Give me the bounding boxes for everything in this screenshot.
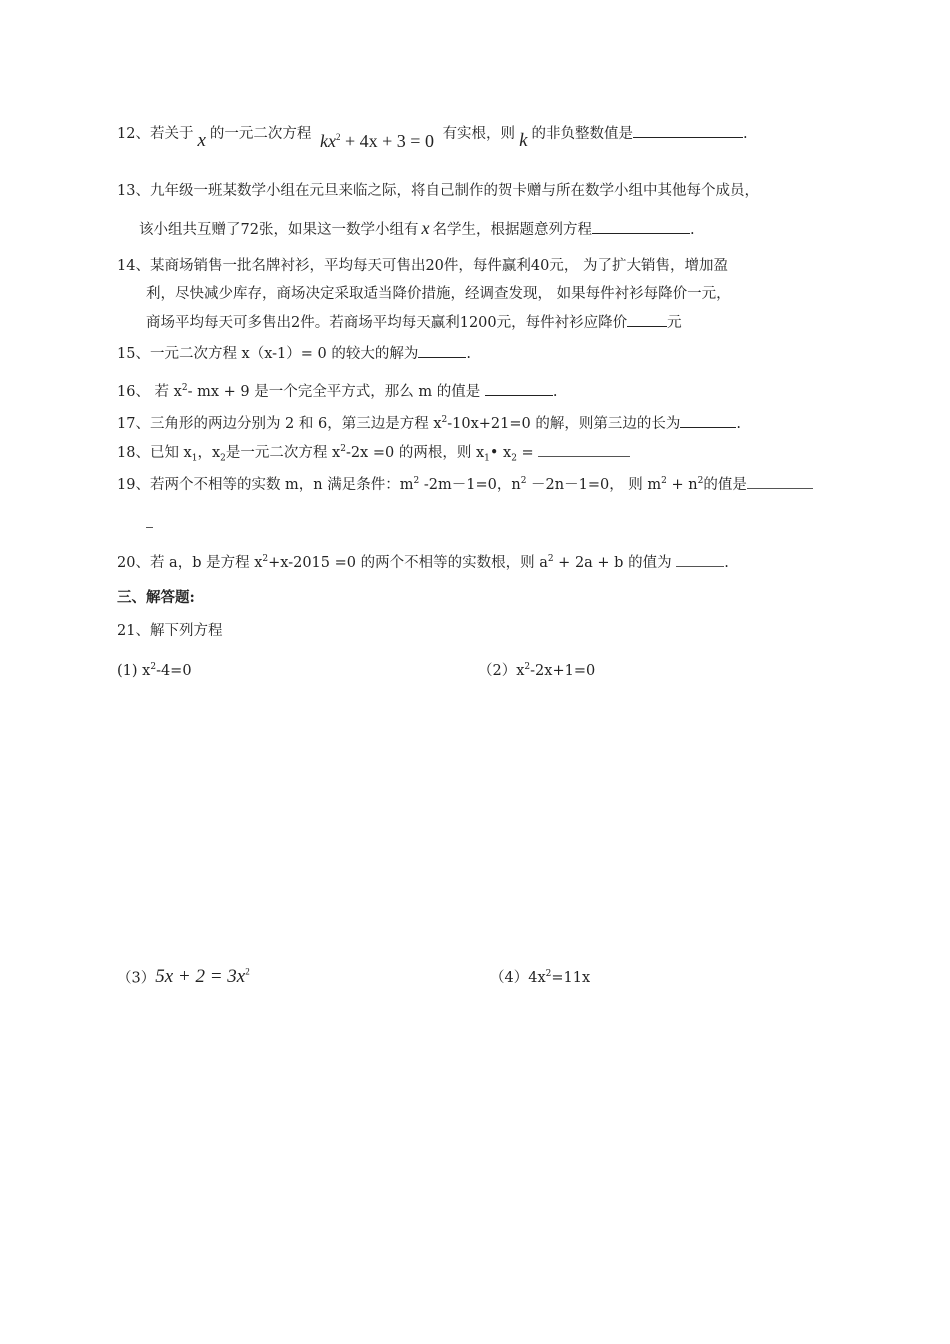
q12-equation bbox=[320, 131, 434, 151]
q21-p1-text-b: -4=0 bbox=[156, 662, 192, 679]
q20-end: . bbox=[724, 554, 729, 571]
q13-answer-blank[interactable] bbox=[592, 219, 690, 234]
q18-sub-1: 1 bbox=[191, 453, 198, 464]
q19-text-d: + n bbox=[666, 476, 698, 493]
q18-sup: 2 bbox=[340, 444, 346, 454]
q21-part-2 bbox=[478, 657, 595, 681]
q12-eq-sup: 2 bbox=[335, 132, 341, 142]
q19-text-b: -2m－1=0，n bbox=[419, 476, 521, 493]
q14-line-3b: 元 bbox=[667, 315, 682, 331]
q15-text: 15、一元二次方程 x（x-1）= 0 的较大的解为 bbox=[117, 346, 419, 362]
q12-var-x: x bbox=[197, 130, 206, 151]
q12-eq-k: kx bbox=[320, 131, 336, 151]
question-16 bbox=[117, 378, 557, 402]
q19-text-c: －2n－1=0， 则 m bbox=[526, 476, 662, 493]
question-18 bbox=[117, 439, 630, 469]
q19-text-a: 19、若两个不相等的实数 m，n 满足条件：m bbox=[117, 476, 414, 493]
q13-var-x: x bbox=[421, 218, 430, 238]
q19-text-e: 的值是 bbox=[703, 476, 747, 493]
q18-text-a: 18、已知 x bbox=[117, 444, 192, 461]
q12-answer-blank[interactable] bbox=[633, 123, 743, 138]
q12-eq-rest: + 4x + 3 = 0 bbox=[340, 131, 434, 151]
q18-text-b: ，x bbox=[197, 444, 221, 461]
q18-sub-4: 2 bbox=[511, 453, 517, 464]
q15-end: . bbox=[466, 346, 471, 362]
q18-answer-blank[interactable] bbox=[538, 442, 630, 457]
section-3-heading: 三、解答题: bbox=[117, 589, 195, 606]
q17-answer-blank[interactable] bbox=[680, 413, 736, 428]
q19-sup-4: 2 bbox=[697, 476, 704, 486]
question-14-line-1 bbox=[117, 256, 728, 276]
q16-answer-blank[interactable] bbox=[485, 381, 553, 396]
question-12 bbox=[117, 118, 748, 151]
q21-p2-sup: 2 bbox=[524, 662, 531, 672]
q12-text-c: 有实根，则 bbox=[442, 126, 516, 142]
q21-p3-equation bbox=[155, 966, 250, 987]
q21-part-3 bbox=[117, 962, 250, 988]
q19-sup-3: 2 bbox=[661, 476, 667, 486]
q13-line-2a: 该小组共互赠了72张，如果这一数学小组有 bbox=[139, 222, 419, 238]
q21-p2-text-b: -2x+1=0 bbox=[530, 662, 596, 679]
q17-text-a: 17、三角形的两边分别为 2 和 6，第三边是方程 x bbox=[117, 415, 442, 432]
q21-p4-text-b: =11x bbox=[551, 969, 591, 986]
q18-text-c: 是一元二次方程 x bbox=[225, 444, 341, 461]
question-15 bbox=[117, 343, 471, 364]
q13-end: . bbox=[689, 222, 695, 238]
q17-sup: 2 bbox=[441, 415, 448, 425]
q14-line-2-text: 利，尽快减少库存，商场决定采取适当降价措施，经调查发现， 如果每件衬衫每降价一元， bbox=[146, 286, 731, 302]
question-13-line-1 bbox=[117, 181, 759, 201]
q14-answer-blank[interactable] bbox=[627, 312, 667, 327]
q19-sup-2: 2 bbox=[520, 476, 527, 486]
q18-text-e: • x bbox=[489, 444, 512, 461]
q18-sub-2: 2 bbox=[220, 453, 226, 464]
q16-text-b: - mx + 9 是一个完全平方式，那么 m 的值是 bbox=[187, 383, 485, 400]
q20-text-c: + 2a + b 的值为 bbox=[553, 554, 677, 571]
question-20 bbox=[117, 549, 729, 573]
q18-text-f: = bbox=[516, 444, 539, 461]
q18-sub-3: 1 bbox=[484, 453, 490, 464]
q21-p3-sup: 2 bbox=[245, 967, 250, 977]
q21-part-1 bbox=[117, 657, 192, 681]
question-19 bbox=[117, 471, 813, 495]
q14-line-3a: 商场平均每天可多售出2件。若商场平均每天赢利1200元，每件衬衫应降价 bbox=[146, 315, 628, 331]
q21-p3-eq: 5x + 2 = 3x bbox=[155, 966, 246, 988]
q21-p3-label: （3） bbox=[117, 970, 156, 987]
q20-text-b: +x-2015 =0 的两个不相等的实数根，则 a bbox=[268, 554, 548, 571]
q19-answer-blank-continued[interactable] bbox=[146, 513, 153, 528]
q12-text-b: 的一元二次方程 bbox=[209, 126, 312, 142]
question-21-title: 21、解下列方程 bbox=[117, 623, 223, 639]
q12-var-k: k bbox=[519, 130, 528, 151]
q21-p4-text-a: （4）4x bbox=[490, 969, 546, 986]
question-14-line-2 bbox=[146, 284, 731, 304]
q13-line-2b: 名学生，根据题意列方程 bbox=[432, 222, 592, 238]
q21-p1-sup: 2 bbox=[150, 662, 157, 672]
q12-end: . bbox=[743, 126, 748, 142]
q16-sup: 2 bbox=[181, 383, 188, 393]
q17-text-b: -10x+21=0 的解，则第三边的长为 bbox=[447, 415, 681, 432]
q12-text-a: 12、若关于 bbox=[117, 126, 194, 142]
q18-text-d: -2x =0 的两根，则 x bbox=[345, 444, 485, 461]
q19-answer-blank[interactable] bbox=[747, 474, 813, 489]
q21-p4-sup: 2 bbox=[545, 969, 552, 979]
q16-text-a: 16、 若 x bbox=[117, 383, 182, 400]
q14-line-1-text: 14、某商场销售一批名牌衬衫，平均每天可售出20件，每件赢利40元， 为了扩大销售，增加盈 bbox=[117, 258, 728, 274]
question-13-line-2 bbox=[139, 218, 695, 240]
question-14-line-3 bbox=[146, 312, 682, 333]
q21-part-4 bbox=[490, 964, 590, 988]
q12-text-d: 的非负整数值是 bbox=[531, 126, 633, 142]
q13-line-1-text: 13、九年级一班某数学小组在元旦来临之际，将自己制作的贺卡赠与所在数学小组中其他每个成员， bbox=[117, 183, 759, 199]
q15-answer-blank[interactable] bbox=[418, 343, 466, 358]
q19-sup-1: 2 bbox=[413, 476, 420, 486]
q16-end: . bbox=[552, 383, 558, 400]
q20-answer-blank[interactable] bbox=[676, 552, 724, 567]
q20-sup-1: 2 bbox=[262, 554, 269, 564]
q20-sup-2: 2 bbox=[547, 554, 554, 564]
question-17 bbox=[117, 410, 741, 434]
q20-text-a: 20、若 a，b 是方程 x bbox=[117, 554, 263, 571]
q17-end: . bbox=[736, 415, 741, 432]
q21-p1-text-a: (1) x bbox=[117, 662, 151, 679]
q21-p2-text-a: （2）x bbox=[478, 662, 525, 679]
